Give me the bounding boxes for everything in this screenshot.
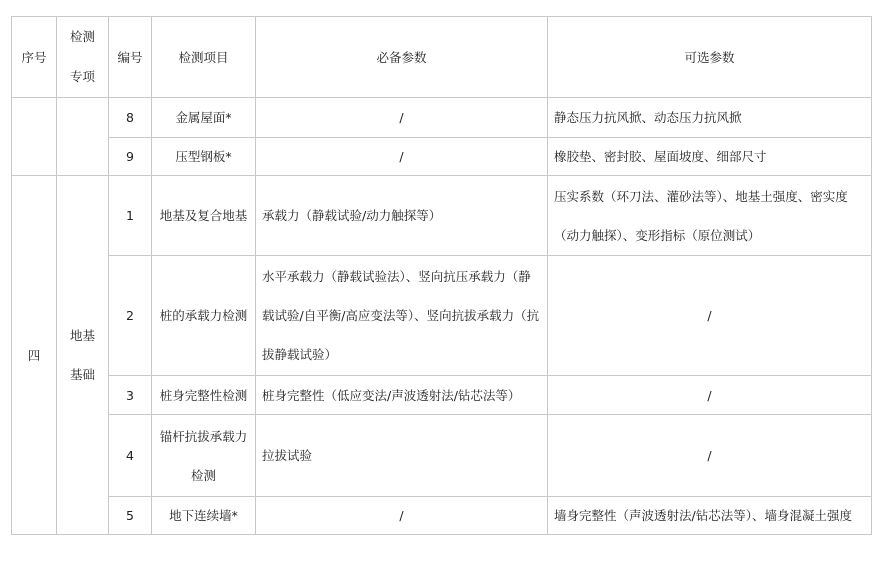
header-number: 编号 (109, 17, 152, 98)
section-category-cell (57, 176, 109, 535)
spec-table-container (11, 16, 871, 535)
header-category-line2: 专项 (69, 69, 95, 84)
table-row (12, 98, 872, 138)
number-cell: 5 (109, 497, 152, 535)
number-cell: 3 (109, 376, 152, 415)
section-category-line1: 地基 (69, 328, 95, 343)
header-item: 检测项目 (152, 17, 256, 98)
optional-cell: 静态压力抗风掀、动态压力抗风掀 (548, 98, 872, 138)
section-category-line2: 基础 (69, 367, 95, 382)
required-cell: 桩身完整性（低应变法/声波透射法/钻芯法等） (256, 376, 548, 415)
item-cell: 锚杆抗拔承载力检测 (152, 415, 256, 497)
table-row (12, 497, 872, 535)
number-cell: 2 (109, 256, 152, 376)
header-row (12, 17, 872, 98)
item-cell: 金属屋面* (152, 98, 256, 138)
header-required: 必备参数 (256, 17, 548, 98)
header-seq: 序号 (12, 17, 57, 98)
table-row (12, 256, 872, 376)
header-category (57, 17, 109, 98)
item-cell: 桩身完整性检测 (152, 376, 256, 415)
number-cell: 4 (109, 415, 152, 497)
table-row (12, 138, 872, 176)
section-seq-cell: 四 (12, 176, 57, 535)
required-cell: / (256, 138, 548, 176)
seq-cell-empty (12, 98, 57, 176)
required-cell: 水平承载力（静载试验法）、竖向抗压承载力（静载试验/自平衡/高应变法等）、竖向抗拔承载力（抗拔静载试验） (256, 256, 548, 376)
number-cell: 9 (109, 138, 152, 176)
item-cell: 地下连续墙* (152, 497, 256, 535)
header-category-line1: 检测 (69, 29, 95, 44)
optional-cell: / (548, 256, 872, 376)
item-cell: 地基及复合地基 (152, 176, 256, 256)
optional-cell: / (548, 376, 872, 415)
table-row (12, 376, 872, 415)
optional-cell: / (548, 415, 872, 497)
required-cell: 承载力（静载试验/动力触探等） (256, 176, 548, 256)
required-cell: 拉拔试验 (256, 415, 548, 497)
item-cell: 桩的承载力检测 (152, 256, 256, 376)
table-row (12, 415, 872, 497)
item-cell: 压型钢板* (152, 138, 256, 176)
table-row (12, 176, 872, 256)
optional-cell: 压实系数（环刀法、灌砂法等）、地基土强度、密实度（动力触探）、变形指标（原位测试） (548, 176, 872, 256)
required-cell: / (256, 497, 548, 535)
optional-cell: 墙身完整性（声波透射法/钻芯法等）、墙身混凝土强度 (548, 497, 872, 535)
header-optional: 可选参数 (548, 17, 872, 98)
number-cell: 8 (109, 98, 152, 138)
inspection-parameters-table (11, 16, 872, 535)
required-cell: / (256, 98, 548, 138)
number-cell: 1 (109, 176, 152, 256)
optional-cell: 橡胶垫、密封胶、屋面坡度、细部尺寸 (548, 138, 872, 176)
category-cell-empty (57, 98, 109, 176)
